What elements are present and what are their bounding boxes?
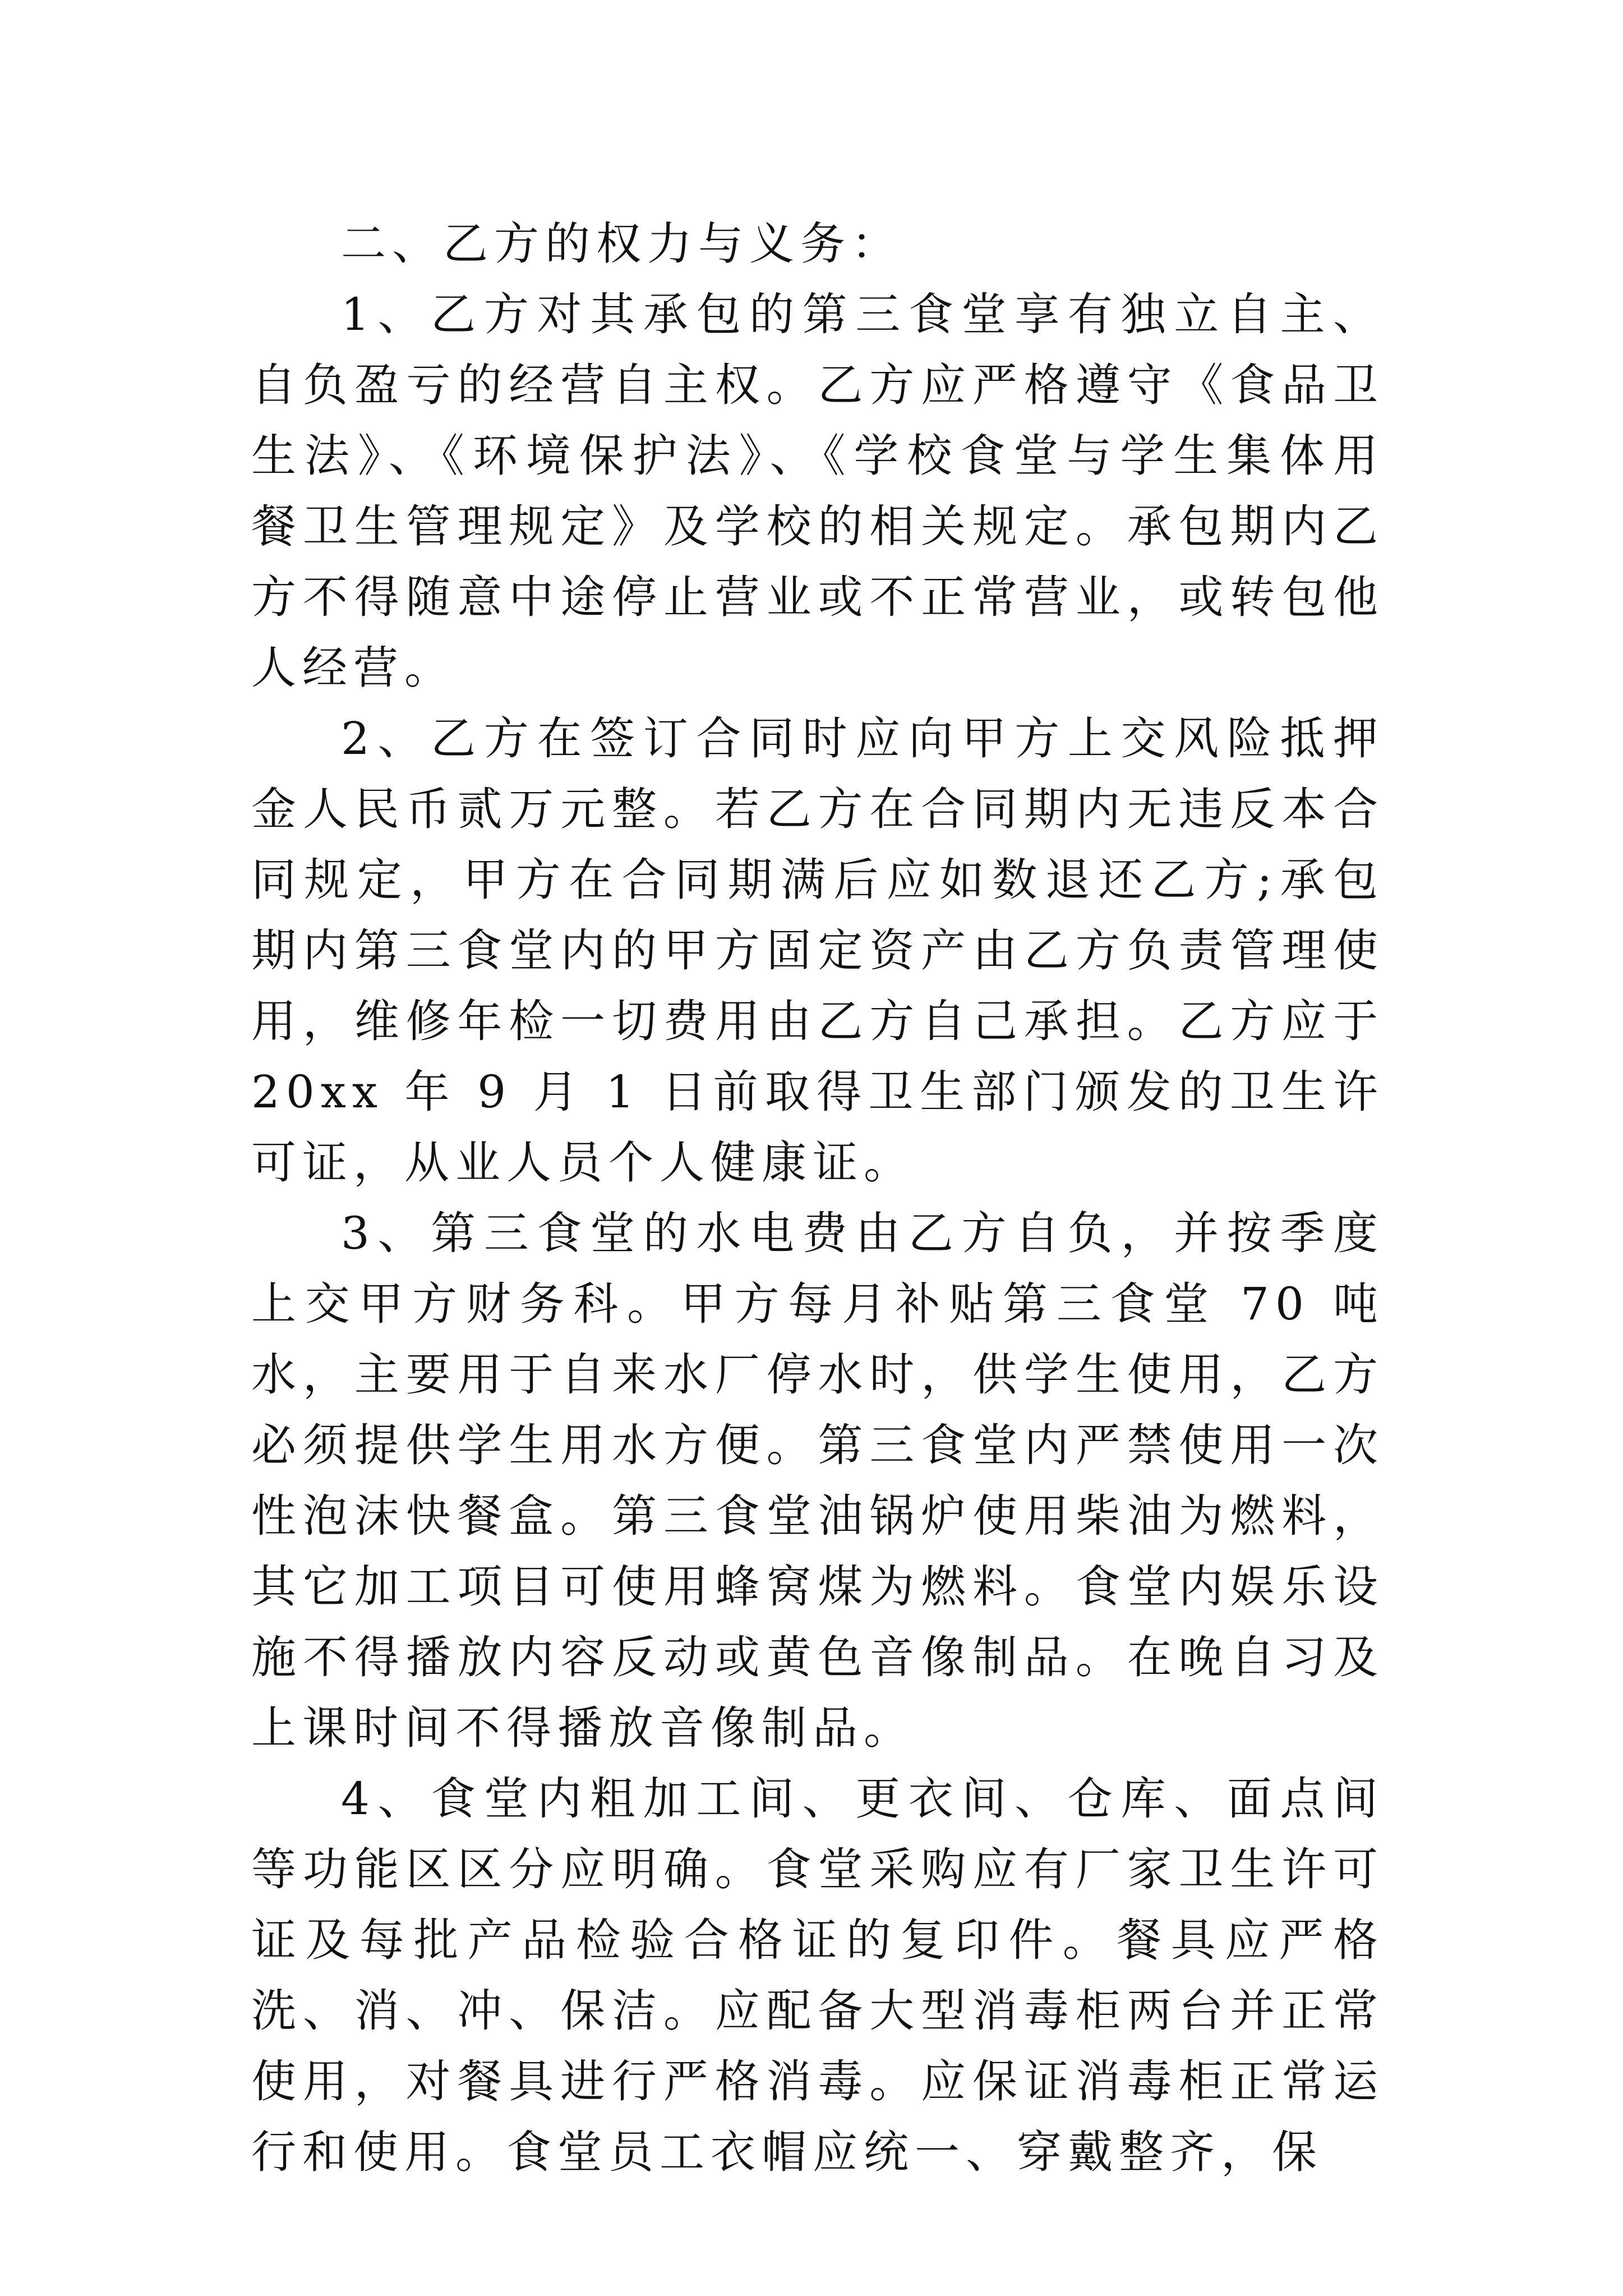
section-heading: 二、乙方的权力与义务：	[341, 218, 902, 270]
clause-3-paragraph: 3、第三食堂的水电费由乙方自负，并按季度上交甲方财务科。甲方每月补贴第三食堂 70 吨水，主要用于自来水厂停水时，供学生使用，乙方必须提供学生用水方便。第三食堂内严禁使用一次性泡沫快餐盒。第三食堂油锅炉使用柴油为燃料，其它加工项目可使用蜂窝煤为燃料。食堂内娱乐设施不得播放内容反动或黄色音像制品。在晚自习及上课时间不得播放音像制品。	[251, 1207, 1384, 1754]
clause-4-paragraph: 4、食堂内粗加工间、更衣间、仓库、面点间等功能区区分应明确。食堂采购应有厂家卫生许可证及每批产品检验合格证的复印件。餐具应严格洗、消、冲、保洁。应配备大型消毒柜两台并正常使用，对餐具进行严格消毒。应保证消毒柜正常运行和使用。食堂员工衣帽应统一、穿戴整齐，保	[251, 1773, 1384, 2178]
clause-2-paragraph: 2、乙方在签订合同时应向甲方上交风险抵押金人民币贰万元整。若乙方在合同期内无违反本合同规定，甲方在合同期满后应如数退还乙方;承包期内第三食堂内的甲方固定资产由乙方负责管理使用，维修年检一切费用由乙方自己承担。乙方应于 20xx 年 9 月 1 日前取得卫生部门颁发的卫生许可证，从业人员个人健康证。	[251, 712, 1384, 1189]
clause-1-paragraph: 1、乙方对其承包的第三食堂享有独立自主、自负盈亏的经营自主权。乙方应严格遵守《食品卫生法》、《环境保护法》、《学校食堂与学生集体用餐卫生管理规定》及学校的相关规定。承包期内乙方不得随意中途停止营业或不正常营业，或转包他人经营。	[251, 288, 1384, 694]
document-body	[251, 209, 1384, 2188]
